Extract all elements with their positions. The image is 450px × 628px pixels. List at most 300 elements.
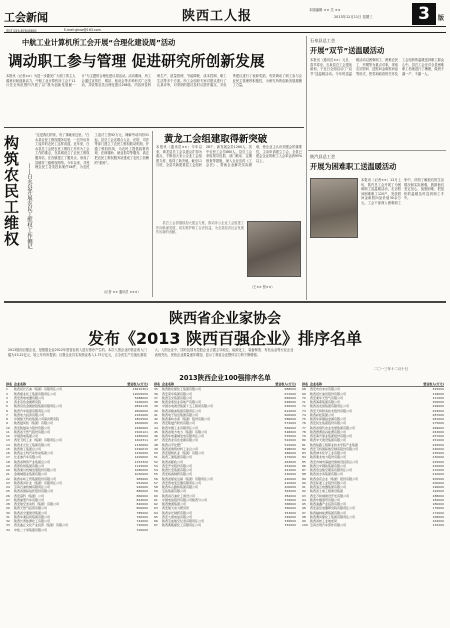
revenue-cell: 486000 bbox=[284, 451, 296, 455]
divider bbox=[306, 36, 307, 300]
company-cell: 西安高科（集团）公司 bbox=[14, 493, 45, 498]
revenue-cell: 192000 bbox=[432, 489, 444, 494]
company-cell: 陕西旅游集团公司 bbox=[162, 502, 187, 506]
revenue-cell: 843000 bbox=[136, 497, 148, 502]
rank-cell: 5 bbox=[6, 404, 8, 409]
company-cell: 陕西省邮政公司 bbox=[162, 459, 184, 464]
company-cell: 西北有色金属研究院 bbox=[14, 400, 42, 404]
ranking-date: 二〇一三年十二月十日 bbox=[374, 367, 408, 371]
company-cell: 陕西省粮油集团有限责任公司 bbox=[162, 408, 202, 413]
company-cell: 陕西华秦投资集团有限公司 bbox=[14, 514, 51, 519]
table-row bbox=[154, 523, 296, 527]
rank-cell: 85 bbox=[302, 459, 306, 464]
revenue-cell: 420000 bbox=[284, 476, 296, 481]
company-cell: 陕西宝成航空仪表有限责任公司 bbox=[162, 519, 205, 523]
company-cell: 西安西北有色金属有限公司 bbox=[162, 438, 199, 443]
rank-cell: 20 bbox=[6, 468, 10, 472]
rank-cell: 83 bbox=[302, 451, 306, 455]
company-cell: 陕西渭河煤化工集团有限责任公司 bbox=[310, 514, 356, 519]
revenue-cell: 205000 bbox=[432, 476, 444, 481]
company-cell: 西安杨森制药有限公司 bbox=[162, 472, 193, 477]
table-header: 排名 企业名称 营业收入(万元) bbox=[6, 382, 148, 386]
article-3-author: （王×× 张××） bbox=[250, 285, 275, 289]
sidebar-body-1: 本报讯（通讯员××）元旦、春节将至，石泉县总工会提前谋划，于近日全面启动了“双节”送温暖活动。今年的送温暖活动以困难职工、困难农民工、劳模等为重点对象，采取走访慰问、送慰问金和慰问品等形式，把党和政府的关怀及工会组织的温暖送到职工群众心中。县总工会还对全县困难职工档案进行了梳理，做到不漏一户、不漏一人。 bbox=[310, 58, 444, 76]
rank-cell: 61 bbox=[154, 497, 158, 502]
table-row bbox=[6, 528, 148, 532]
rank-cell: 38 bbox=[154, 400, 158, 404]
company-cell: 陕西省天然气股份有限公司 bbox=[14, 429, 51, 434]
revenue-cell: 586000 bbox=[284, 417, 296, 421]
company-cell: 陕西煤业化工集团有限责任公司 bbox=[14, 391, 57, 396]
company-cell: 西安飞机工业（集团）有限责任公司 bbox=[14, 438, 63, 443]
page-suffix: 版 bbox=[438, 15, 445, 22]
company-cell: 比亚迪汽车有限公司 bbox=[14, 455, 42, 460]
revenue-cell: 1600000 bbox=[134, 421, 148, 426]
company-cell: 西部机场集团有限公司 bbox=[14, 463, 45, 468]
company-cell: 西安陕鼓汽轮机有限公司 bbox=[162, 421, 196, 426]
revenue-cell: 820000 bbox=[136, 502, 148, 506]
article-3-body-continued: 县总工会将继续加大建会力度，推动非公企业工会组建工作向纵深发展，切实维护职工合法权益，为全县经济社会发展作出新的贡献。 bbox=[156, 221, 244, 235]
rank-cell: 35 bbox=[154, 387, 158, 392]
company-cell: 陕西黄陵煤化工有限责任公司 bbox=[162, 523, 202, 528]
company-cell: 陕西省土地工程建设集团 bbox=[310, 489, 344, 494]
revenue-cell: 180000 bbox=[432, 502, 444, 506]
article-2-headline: 构筑农民工维权 bbox=[2, 135, 20, 247]
rank-cell: 21 bbox=[6, 472, 10, 477]
rank-cell: 42 bbox=[154, 417, 158, 421]
rank-cell: 66 bbox=[154, 519, 158, 523]
revenue-cell: 293000 bbox=[432, 408, 444, 413]
revenue-cell: 572000 bbox=[284, 421, 296, 426]
company-cell: 宝鸡石油机械有限责任公司 bbox=[14, 485, 51, 489]
company-cell: 陕西三秦集团有限公司 bbox=[162, 455, 193, 460]
company-cell: 西安西电变压器有限责任公司 bbox=[162, 480, 202, 485]
ranking-section bbox=[4, 304, 446, 624]
rank-cell: 37 bbox=[154, 395, 158, 400]
rank-cell: 96 bbox=[302, 506, 306, 511]
revenue-cell: 1402311 bbox=[134, 438, 148, 443]
article-1-headline: 调动职工参与管理 促进研究所创新发展 bbox=[8, 53, 265, 70]
company-cell: 陕西中天建设集团有限公司 bbox=[310, 438, 347, 443]
company-cell: 西安万和城建设开发有限公司 bbox=[310, 493, 350, 498]
revenue-cell: 132200 bbox=[432, 523, 444, 528]
company-cell: 西安民生集团股份有限公司 bbox=[310, 421, 347, 426]
company-cell: 陕西电力投资有限公司 bbox=[14, 412, 45, 417]
company-cell: 陕西彩虹集团公司 bbox=[310, 412, 335, 417]
company-cell: 陕西华山路桥集团有限公司 bbox=[162, 485, 199, 489]
company-cell: 西安航空发动机（集团）有限公司 bbox=[14, 502, 60, 506]
rank-cell: 70 bbox=[302, 395, 306, 400]
revenue-cell: 660000 bbox=[284, 395, 296, 400]
company-cell: 陕西省现代农业发展集团有限公司 bbox=[310, 425, 356, 430]
rank-cell: 50 bbox=[154, 451, 158, 455]
revenue-cell: 215000 bbox=[432, 468, 444, 472]
rank-cell: 27 bbox=[6, 497, 10, 502]
revenue-cell: 441000 bbox=[284, 468, 296, 472]
rank-cell: 7 bbox=[6, 412, 8, 417]
revenue-cell: 368000 bbox=[284, 502, 296, 506]
revenue-cell: 263000 bbox=[432, 429, 444, 434]
company-cell: 陕西海燕集团有限公司 bbox=[310, 400, 341, 404]
rank-cell: 73 bbox=[302, 408, 306, 413]
company-cell: 西安开米股份有限公司 bbox=[162, 463, 193, 468]
revenue-cell: 860000 bbox=[136, 493, 148, 498]
masthead-logo-text: 陕西工人报 bbox=[182, 9, 253, 24]
company-cell: 西安飞机国际航空制造股份有限公司 bbox=[310, 446, 359, 451]
rank-cell: 76 bbox=[302, 421, 306, 426]
company-cell: 陕西延长油田股份有限公司 bbox=[310, 391, 347, 396]
rank-cell: 54 bbox=[154, 468, 158, 472]
revenue-cell: 251000 bbox=[432, 438, 444, 443]
rank-cell: 8 bbox=[6, 417, 8, 421]
company-cell: 陕西秦龙电力股份有限公司 bbox=[310, 455, 347, 460]
company-cell: 陕西鼓风机（集团）有限公司 bbox=[14, 421, 54, 426]
company-cell: 陕西神木化学工业有限公司 bbox=[310, 451, 347, 455]
revenue-cell: 1200000 bbox=[134, 455, 148, 460]
revenue-cell: 384000 bbox=[284, 493, 296, 498]
revenue-cell: 392000 bbox=[284, 489, 296, 494]
revenue-cell: 257000 bbox=[432, 434, 444, 438]
rank-cell: 92 bbox=[302, 489, 306, 494]
revenue-cell: 184000 bbox=[432, 497, 444, 502]
rank-cell: 2 bbox=[6, 391, 8, 396]
company-cell: 宝钛集团有限公司 bbox=[162, 489, 187, 494]
revenue-cell: 275000 bbox=[432, 421, 444, 426]
rank-cell: 41 bbox=[154, 412, 158, 417]
rank-cell: 6 bbox=[6, 408, 8, 413]
ranking-col-3 bbox=[302, 382, 444, 622]
rank-cell: 46 bbox=[154, 434, 158, 438]
date-line: 2013年12月11日 星期三 bbox=[334, 15, 373, 19]
company-cell: 陕西省水务集团有限公司 bbox=[310, 472, 344, 477]
revenue-cell: 648000 bbox=[284, 400, 296, 404]
sidebar-region-1: 石泉县总工会 bbox=[310, 38, 336, 43]
rank-cell: 93 bbox=[302, 493, 306, 498]
revenue-cell: 700000 bbox=[136, 527, 148, 532]
revenue-cell: 240000 bbox=[432, 446, 444, 451]
company-cell: 陕西金泰恒业房地产有限公司 bbox=[162, 400, 202, 404]
rank-cell: 44 bbox=[154, 425, 158, 430]
rank-cell: 28 bbox=[6, 502, 10, 506]
rank-cell: 63 bbox=[154, 506, 158, 511]
divider bbox=[308, 150, 446, 151]
rank-cell: 81 bbox=[302, 442, 306, 447]
divider bbox=[152, 131, 153, 297]
rank-cell: 77 bbox=[302, 425, 306, 430]
company-cell: 陕西秦川机械发展股份有限公司 bbox=[14, 468, 57, 472]
ranking-col-2-rows bbox=[154, 387, 296, 527]
company-cell: 陕西华电蒲城发电有限责任公司 bbox=[162, 434, 205, 438]
company-cell: 陕西长安集团有限公司 bbox=[162, 468, 193, 472]
company-cell: 中国电信股份有限公司陕西分公司 bbox=[162, 497, 208, 502]
company-cell: 陕西省石油化工建设公司 bbox=[162, 493, 196, 498]
rank-cell: 51 bbox=[154, 455, 158, 460]
rank-cell: 13 bbox=[6, 438, 10, 443]
rank-cell: 36 bbox=[154, 391, 158, 396]
revenue-cell: 430000 bbox=[284, 472, 296, 477]
revenue-cell: 353000 bbox=[284, 510, 296, 515]
revenue-cell: 920000 bbox=[136, 485, 148, 489]
rank-cell: 40 bbox=[154, 408, 158, 413]
company-cell: 西安高压电器研究院有限责任公司 bbox=[310, 506, 356, 511]
revenue-cell: 560000 bbox=[284, 425, 296, 430]
table-header: 排名 企业名称 营业收入(万元) bbox=[154, 382, 296, 386]
ranking-col-2 bbox=[154, 382, 296, 622]
company-cell: 陕西宏远航空锻造有限责任公司 bbox=[310, 468, 353, 472]
article-1-body: 本报讯（记者××）为进一步激发广大职工的主人翁意识和创新活力，中航工业计算机所工会于11月在全所范围内开展了以“我为创新发展献一计”为主题的合理化建议周活动。活动期间，所工会通过宣传栏、网站、座谈会等多种形式广泛发动，共收集各类合理化建议286条，内容涉及科研生产、质量管理、节能降耗、成本控制、职工生活等多个方面。所工会组织专家对建议进行了认真评审，对采纳的建议及时反馈并落实，对优秀建议进行了表彰奖励，有效调动了职工参与企业民主管理的积极性，为研究所的创新发展凝聚了力量。 bbox=[6, 74, 302, 88]
sidebar-headline-2: 开展为困难职工送温暖活动 bbox=[310, 162, 397, 171]
company-cell: 陕西长青能源化工有限公司 bbox=[14, 519, 51, 523]
rank-cell: 75 bbox=[302, 417, 306, 421]
masthead-subline bbox=[4, 26, 446, 33]
rank-cell: 65 bbox=[154, 514, 158, 519]
company-cell: 陕西天然气投资有限公司 bbox=[14, 506, 48, 511]
revenue-cell: 235000 bbox=[432, 451, 444, 455]
rank-cell: 88 bbox=[302, 472, 306, 477]
revenue-cell: 325000 bbox=[432, 387, 444, 392]
rank-cell: 74 bbox=[302, 412, 306, 417]
revenue-cell: 720000 bbox=[136, 523, 148, 528]
company-cell: 陕西陕化煤化工集团有限公司 bbox=[162, 387, 202, 392]
revenue-cell: 1125000 bbox=[134, 463, 148, 468]
revenue-cell: 630000 bbox=[284, 404, 296, 409]
revenue-cell: 1250000 bbox=[134, 451, 148, 455]
rank-cell: 94 bbox=[302, 497, 306, 502]
revenue-cell: 225000 bbox=[432, 459, 444, 464]
revenue-cell: 360000 bbox=[284, 506, 296, 511]
rank-cell: 69 bbox=[302, 391, 306, 396]
rank-cell: 84 bbox=[302, 455, 306, 460]
ranking-col-1 bbox=[6, 382, 148, 622]
company-cell: 陕西省农垦集团有限责任公司 bbox=[310, 404, 350, 409]
rank-cell: 99 bbox=[302, 519, 306, 523]
company-cell: 陕西省国际信托股份有限公司 bbox=[14, 489, 54, 494]
rank-cell: 53 bbox=[154, 463, 158, 468]
rank-cell: 56 bbox=[154, 476, 158, 481]
revenue-cell: 164000 bbox=[432, 519, 444, 523]
rank-cell: 87 bbox=[302, 468, 306, 472]
company-cell: 陕西省建筑材料工业总公司 bbox=[162, 446, 199, 451]
rank-cell: 64 bbox=[154, 510, 158, 515]
company-cell: 西安市城市基础设施建设投资总公司 bbox=[310, 459, 359, 464]
rank-cell: 14 bbox=[6, 442, 10, 447]
article-1 bbox=[4, 36, 304, 126]
rank-cell: 9 bbox=[6, 421, 8, 426]
rank-cell: 55 bbox=[154, 472, 158, 477]
company-cell: 西安西电电器有限公司 bbox=[14, 395, 45, 400]
rank-cell: 60 bbox=[154, 493, 158, 498]
article-2-subhead: ——白水县开展农民工维权工作侧记 bbox=[26, 163, 32, 250]
rank-cell: 79 bbox=[302, 434, 306, 438]
revenue-cell: 5488000 bbox=[134, 395, 148, 400]
company-cell: 陕西东岭工贸集团股份有限公司 bbox=[14, 476, 57, 481]
revenue-cell: 200000 bbox=[432, 480, 444, 485]
company-cell: 陕西省地方电力（集团）有限公司 bbox=[162, 429, 208, 434]
company-cell: 陕西秦岭水泥（集团）股份有限公司 bbox=[162, 417, 211, 421]
revenue-cell: 1153320 bbox=[134, 459, 148, 464]
rank-cell: 91 bbox=[302, 485, 306, 489]
rank-cell: 19 bbox=[6, 463, 10, 468]
company-cell: 陕西铁路工程职业技术学院产业集团 bbox=[310, 442, 359, 447]
revenue-cell: 510000 bbox=[284, 442, 296, 447]
rank-cell: 12 bbox=[6, 434, 10, 438]
revenue-cell: 880000 bbox=[136, 489, 148, 494]
revenue-cell: 281000 bbox=[432, 417, 444, 421]
company-cell: 中国水电建设集团十五工程局有限公司 bbox=[162, 404, 214, 409]
revenue-cell: 196000 bbox=[432, 485, 444, 489]
revenue-cell: 1560000 bbox=[134, 425, 148, 430]
company-cell: 陕西北元化工集团有限公司 bbox=[14, 442, 51, 447]
revenue-cell: 318000 bbox=[432, 391, 444, 396]
company-cell: 陕西重型汽车有限公司 bbox=[14, 497, 45, 502]
rank-cell: 62 bbox=[154, 502, 158, 506]
rank-cell: 34 bbox=[6, 527, 10, 532]
rank-cell: 57 bbox=[154, 480, 158, 485]
rank-cell: 45 bbox=[154, 429, 158, 434]
rank-cell: 80 bbox=[302, 438, 306, 443]
revenue-cell: 498000 bbox=[284, 446, 296, 451]
revenue-cell: 452000 bbox=[284, 463, 296, 468]
company-cell: 陕西省交通建设集团公司 bbox=[14, 510, 48, 515]
rank-cell: 71 bbox=[302, 400, 306, 404]
company-cell: 陕西中烟商贸有限公司 bbox=[310, 497, 341, 502]
company-cell: 陕西兴平化肥厂 bbox=[162, 442, 184, 447]
revenue-cell: 600000 bbox=[284, 412, 296, 417]
revenue-cell: 760000 bbox=[136, 514, 148, 519]
company-cell: 陕西凌云电器集团有限公司 bbox=[310, 485, 347, 489]
article-3-body: 本报讯（通讯员××）今年以来，黄龙县总工会以建会扩面为重点，不断加大非公企业工会组建力度，取得了新突破。截至11月底，全县共新建基层工会组织28个，新发展会员1260人，其中农民工会员860人。县总工会采取领导包抓、部门联动、定期督查等措施，深入企业宣传《工会法》，帮助企业解决实际困难，使企业主认识到建会的重要性，主动申请建立工会，全县已建会企业的职工入会率达到95%以上。 bbox=[156, 145, 302, 168]
revenue-cell: 18210301 bbox=[132, 387, 148, 392]
company-cell: 西安航天动力研究所 bbox=[162, 506, 190, 511]
rank-cell: 1 bbox=[6, 387, 8, 392]
company-cell: 中国西电集团公司 bbox=[14, 434, 39, 438]
revenue-cell: 176000 bbox=[432, 506, 444, 511]
rank-cell: 23 bbox=[6, 480, 10, 485]
company-cell: 陕西法士特汽车传动集团公司 bbox=[14, 451, 54, 455]
rank-cell: 16 bbox=[6, 451, 10, 455]
rank-cell: 58 bbox=[154, 485, 158, 489]
divider bbox=[4, 127, 304, 128]
revenue-cell: 245000 bbox=[432, 442, 444, 447]
editor-line: 本版编辑 ×× 关 ×× bbox=[309, 8, 341, 12]
article-2 bbox=[4, 129, 150, 299]
revenue-cell: 785000 bbox=[136, 510, 148, 515]
masthead-logo bbox=[182, 5, 262, 23]
rank-cell: 68 bbox=[302, 387, 306, 392]
rank-cell: 47 bbox=[154, 438, 158, 443]
rank-cell: 67 bbox=[154, 523, 158, 528]
sidebar-region-2: 陕汽县总工会 bbox=[310, 154, 336, 159]
rank-cell: 98 bbox=[302, 514, 306, 519]
revenue-cell: 522000 bbox=[284, 438, 296, 443]
ranking-col-3-rows bbox=[302, 387, 444, 527]
revenue-cell: 2892145 bbox=[134, 404, 148, 409]
rank-cell: 97 bbox=[302, 510, 306, 515]
rank-cell: 89 bbox=[302, 476, 306, 481]
rank-cell: 72 bbox=[302, 404, 306, 409]
company-cell: 中铁二十局集团有限公司 bbox=[14, 527, 48, 532]
revenue-cell: 346000 bbox=[284, 514, 296, 519]
ranking-col-1-rows bbox=[6, 387, 148, 532]
revenue-cell: 172000 bbox=[432, 510, 444, 515]
article-2-body: “这是我们的家，有了事就来这里。”白水县农民工维权服务站里，一位外出务工返乡的农民工这样说道。近年来，白水县总工会把农民工维权工作作为工会工作的重点，在县城设立了农民工维权服务站，在各镇建立了服务点，形成了县镇村三级维权网络。今年以来，共受理农民工各类投诉案件46件，为农民工追讨工资92万元，调解劳动纠纷31起。县总工会还联合人社、法院、司法等部门建立了农民工维权联动机制，开通了维权热线，为农民工提供政策咨询、法律援助、就业指导等服务，真正把农民工维权服务站建成了农民工信赖的“娘家”。 bbox=[35, 133, 149, 170]
rank-cell: 100 bbox=[302, 523, 308, 528]
company-cell: 西安天和防务技术股份有限公司 bbox=[310, 408, 353, 413]
rank-cell: 17 bbox=[6, 455, 10, 460]
article-1-kicker: 中航工业计算机所工会开展“合理化建设周”活动 bbox=[22, 38, 176, 47]
revenue-cell: 332000 bbox=[284, 523, 296, 528]
revenue-cell: 311000 bbox=[432, 395, 444, 400]
rank-cell: 48 bbox=[154, 442, 158, 447]
company-cell: 陕西省物资产业集团总公司 bbox=[14, 459, 51, 464]
revenue-cell: 535000 bbox=[284, 434, 296, 438]
revenue-cell: 376000 bbox=[284, 497, 296, 502]
revenue-cell: 220000 bbox=[432, 463, 444, 468]
company-cell: 陕西中烟工业有限责任公司 bbox=[162, 425, 199, 430]
revenue-cell: 2600000 bbox=[134, 408, 148, 413]
revenue-cell: 548000 bbox=[284, 429, 296, 434]
revenue-cell: 210000 bbox=[432, 472, 444, 477]
company-cell: 宝鸡吉利汽车部件有限公司 bbox=[310, 523, 347, 528]
revenue-cell: 742000 bbox=[136, 519, 148, 523]
rank-cell: 32 bbox=[6, 519, 10, 523]
rank-cell: 43 bbox=[154, 421, 158, 426]
company-cell: 陕西省煤炭运销（集团）有限责任公司 bbox=[162, 476, 214, 481]
company-cell: 陕西德源府谷能源有限公司 bbox=[310, 429, 347, 434]
company-cell: 西安银桥乳业（集团）有限公司 bbox=[162, 451, 205, 455]
rank-cell: 33 bbox=[6, 523, 10, 528]
rank-cell: 78 bbox=[302, 429, 306, 434]
article-2-author: （记者 ×× 通讯员 ×××） bbox=[102, 290, 141, 294]
rank-cell: 49 bbox=[154, 446, 158, 451]
article-3-headline: 黄龙工会组建取得新突破 bbox=[164, 134, 268, 145]
rank-cell: 90 bbox=[302, 480, 306, 485]
company-cell: 陕西榆林能源集团有限公司 bbox=[310, 510, 347, 515]
rank-cell: 82 bbox=[302, 446, 306, 451]
rank-cell: 31 bbox=[6, 514, 10, 519]
company-cell: 陕西步长制药有限公司 bbox=[162, 510, 193, 515]
company-cell: 陕西有色金属控股集团有限责任公司 bbox=[14, 404, 63, 409]
page-number: 3 bbox=[418, 4, 430, 24]
revenue-cell: 1485000 bbox=[134, 434, 148, 438]
rank-cell: 3 bbox=[6, 395, 8, 400]
revenue-cell: 463000 bbox=[284, 459, 296, 464]
company-cell: 陕西电子信息集团有限公司 bbox=[162, 412, 199, 417]
table-header: 排名 企业名称 营业收入(万元) bbox=[302, 382, 444, 386]
revenue-cell: 305000 bbox=[432, 400, 444, 404]
sidebar-body-2: 本报讯（记者××）12月上旬，陕汽总工会开展了为困难职工送温暖活动，走访慰问困难职工120户，发放慰问金和慰问品价值30余万元。工会干部深入困难职工家中，详细了解他们的生活情况和实际困难，鼓励他们坚定信心，战胜困难，把组织的温暖及时送到职工手中。 bbox=[361, 178, 444, 205]
company-cell: 西安市自来水有限公司 bbox=[310, 387, 341, 392]
ranking-intro: 2013陕西百强企业，是根据企业2012年度营业收入进行排序产生的。本次入围企业的营业收入门槛为13.22亿元，较上年有所提高；百强企业共实现营业收入1.75万亿元，占全省生产总值比重较大。入围企业中，国有及国有控股企业占据主导地位，能源化工、装备制造、有色冶金等行业企业表现突出，民营企业数量逐年增加，显示了我省企业整体实力的不断增强。 bbox=[8, 348, 294, 357]
revenue-cell: 1080000 bbox=[134, 468, 148, 472]
rank-cell: 11 bbox=[6, 429, 10, 434]
revenue-cell: 230000 bbox=[432, 455, 444, 460]
revenue-cell: 952000 bbox=[136, 480, 148, 485]
revenue-cell: 339000 bbox=[284, 519, 296, 523]
revenue-cell: 688000 bbox=[284, 387, 296, 392]
rank-cell: 52 bbox=[154, 459, 158, 464]
article-3-photo bbox=[247, 221, 301, 277]
sidebar-headline-1: 开展“双节”送温暖活动 bbox=[310, 46, 385, 55]
revenue-cell: 1330000 bbox=[134, 442, 148, 447]
rank-cell: 25 bbox=[6, 489, 10, 494]
revenue-cell: 1290015 bbox=[134, 446, 148, 451]
revenue-cell: 1500121 bbox=[134, 429, 148, 434]
ranking-table-title: 2013陕西企业100强排序名单 bbox=[179, 374, 271, 382]
company-cell: 陕西美鑫产业投资有限公司 bbox=[310, 502, 347, 506]
company-cell: 陕西黄河矿业（集团）有限责任公司 bbox=[14, 480, 63, 485]
company-cell: 陕西汽车集团有限责任公司 bbox=[14, 408, 51, 413]
